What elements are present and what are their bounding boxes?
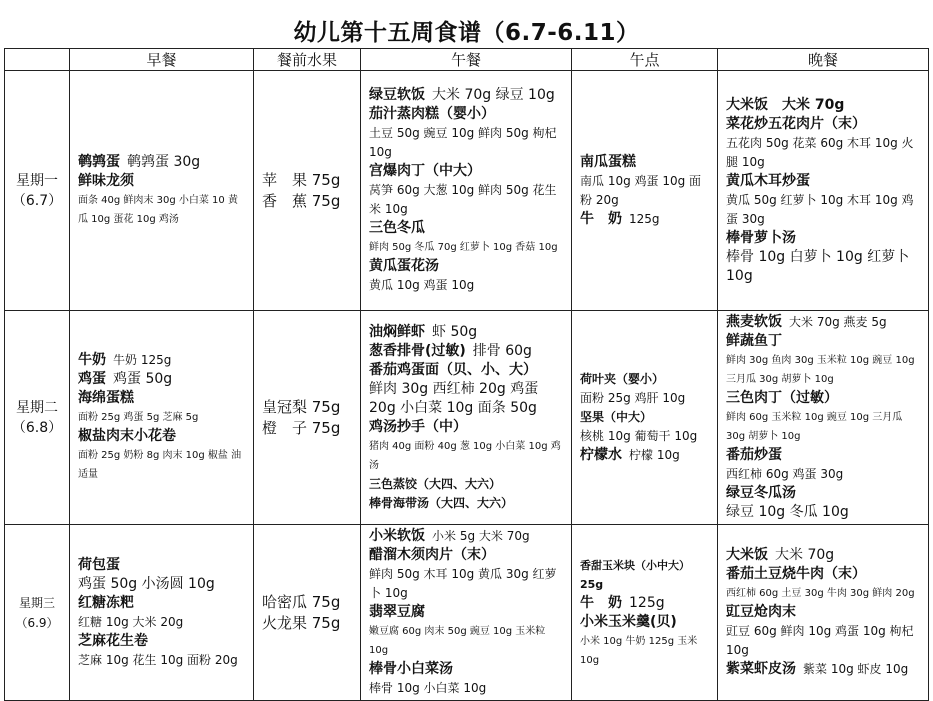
dish-name: 南瓜蛋糕 bbox=[580, 153, 636, 170]
fruit-item: 哈密瓜 75g bbox=[262, 592, 341, 611]
dish-name: 绿豆冬瓜汤 bbox=[726, 485, 796, 501]
dish-name: 棒骨小白菜汤 bbox=[369, 661, 453, 677]
header-corner bbox=[5, 49, 70, 71]
dish-name: 香甜玉米块（小中大）25g bbox=[580, 558, 690, 591]
dish-detail: 柠檬 10g bbox=[629, 448, 680, 462]
dish-name: 柠檬水 bbox=[580, 447, 622, 463]
fruit-item: 橙 子 75g bbox=[262, 418, 341, 437]
dish-detail: 猪肉 40g 面粉 40g 葱 10g 小白菜 10g 鸡汤 bbox=[369, 440, 561, 471]
dish-detail: 鲜肉 30g 鱼肉 30g 玉米粒 10g 豌豆 10g 三月瓜 30g 胡萝卜 10g bbox=[726, 355, 915, 385]
dish-detail: 嫩豆腐 60g 肉末 50g 豌豆 10g 玉米粒 10g bbox=[369, 626, 546, 656]
dinner-cell bbox=[718, 311, 929, 525]
dish-detail: 小米 5g 大米 70g bbox=[432, 529, 530, 543]
day-label: 星期一 bbox=[16, 172, 58, 189]
dish-name: 鸡蛋 bbox=[78, 371, 106, 387]
dish-name: 大米饭 大米 70g bbox=[726, 96, 845, 113]
dish-detail: 红糖 10g 大米 20g bbox=[78, 614, 184, 629]
dish-detail: 鹌鹑蛋 30g bbox=[127, 153, 201, 170]
dish-detail: 大米 70g 燕麦 5g bbox=[789, 315, 887, 329]
snack-cell bbox=[572, 71, 718, 311]
dish-detail: 大米 70g bbox=[775, 547, 835, 563]
dish-name: 黄瓜蛋花汤 bbox=[369, 258, 439, 274]
dish-name: 三色冬瓜 bbox=[369, 220, 425, 236]
dinner-cell bbox=[718, 71, 929, 311]
breakfast-cell bbox=[70, 311, 254, 525]
dish-detail: 核桃 10g 葡萄干 10g bbox=[580, 429, 698, 443]
dish-name: 宫爆肉丁（中大） bbox=[369, 163, 481, 179]
dish-name: 番茄土豆烧牛肉（末） bbox=[726, 566, 866, 582]
dish-name: 荷包蛋 bbox=[78, 556, 120, 573]
dish-name: 海绵蛋糕 bbox=[78, 390, 134, 406]
fruit-item: 苹 果 75g bbox=[262, 170, 341, 189]
fruit-cell bbox=[254, 525, 361, 701]
dish-detail: 面条 40g 鲜肉末 30g 小白菜 10 黄瓜 10g 蛋花 10g 鸡汤 bbox=[78, 194, 238, 225]
dish-name: 鸡汤抄手（中） bbox=[369, 418, 467, 435]
dish-name: 鹌鹑蛋 bbox=[78, 153, 120, 170]
dish-name: 葱香排骨(过敏) bbox=[369, 342, 466, 359]
table-row bbox=[5, 71, 929, 311]
dish-name: 番茄炒蛋 bbox=[726, 447, 782, 463]
dish-name: 紫菜虾皮汤 bbox=[726, 661, 796, 677]
dish-detail: 南瓜 10g 鸡蛋 10g 面粉 20g bbox=[580, 173, 702, 207]
dish-detail: 小米 10g 牛奶 125g 玉米 10g bbox=[580, 635, 698, 666]
dish-name: 红糖冻粑 bbox=[78, 594, 134, 611]
fruit-cell bbox=[254, 311, 361, 525]
breakfast-cell bbox=[70, 71, 254, 311]
dish-name: 菜花炒五花肉片（末） bbox=[726, 115, 866, 132]
dish-name: 大米饭 bbox=[726, 547, 768, 563]
dish-name: 小米软饭 bbox=[369, 528, 425, 544]
menu-table bbox=[4, 48, 929, 701]
dish-detail: 芝麻 10g 花生 10g 面粉 20g bbox=[78, 652, 238, 667]
table-row bbox=[5, 525, 929, 701]
dish-detail: 豇豆 60g 鲜肉 10g 鸡蛋 10g 枸杞 10g bbox=[726, 624, 914, 657]
dish-detail: 黄瓜 50g 红萝卜 10g 木耳 10g 鸡蛋 30g bbox=[726, 192, 914, 226]
dish-detail: 鲜肉 30g 西红柿 20g 鸡蛋 20g 小白菜 10g 面条 50g bbox=[369, 380, 539, 416]
dish-name: 三色蒸饺（大四、大六） bbox=[369, 476, 502, 491]
dish-detail: 大米 70g 绿豆 10g bbox=[432, 87, 555, 103]
lunch-cell bbox=[361, 311, 572, 525]
fruit-item: 皇冠梨 75g bbox=[262, 397, 341, 416]
header-lunch: 午餐 bbox=[361, 49, 572, 71]
lunch-cell bbox=[361, 71, 572, 311]
dish-name: 鲜蔬鱼丁 bbox=[726, 333, 782, 349]
dish-detail: 125g bbox=[629, 211, 660, 226]
dish-detail: 紫菜 10g 虾皮 10g bbox=[803, 662, 909, 676]
dish-name: 茄汁蒸肉糕（婴小） bbox=[369, 106, 495, 122]
dish-name: 绿豆软饭 bbox=[369, 87, 425, 103]
dish-detail: 鸡蛋 50g bbox=[113, 371, 173, 387]
dish-name: 牛奶 bbox=[78, 352, 106, 368]
table-row bbox=[5, 311, 929, 525]
lunch-cell bbox=[361, 525, 572, 701]
dish-name: 油焖鲜虾 bbox=[369, 323, 425, 340]
dish-name: 番茄鸡蛋面（贝、小、大） bbox=[369, 361, 537, 378]
day-label: 星期二 bbox=[16, 399, 58, 416]
dish-detail: 土豆 50g 豌豆 10g 鲜肉 50g 枸杞 10g bbox=[369, 126, 557, 159]
dish-detail: 黄瓜 10g 鸡蛋 10g bbox=[369, 278, 475, 292]
fruit-item: 火龙果 75g bbox=[262, 613, 341, 632]
dish-detail: 鲜肉 50g 木耳 10g 黄瓜 30g 红萝卜 10g bbox=[369, 567, 557, 600]
day-cell bbox=[5, 311, 70, 525]
dish-detail: 棒骨 10g 小白菜 10g bbox=[369, 681, 487, 695]
dish-name: 芝麻花生卷 bbox=[78, 632, 148, 649]
header-fruit: 餐前水果 bbox=[254, 49, 361, 71]
dish-detail: 鸡蛋 50g 小汤圆 10g bbox=[78, 575, 215, 592]
dish-name: 棒骨海带汤（大四、大六） bbox=[369, 495, 514, 510]
dish-detail: 面粉 25g 奶粉 8g 肉末 10g 椒盐 油 适量 bbox=[78, 450, 242, 480]
header-dinner: 晚餐 bbox=[718, 49, 929, 71]
header-breakfast: 早餐 bbox=[70, 49, 254, 71]
dish-name: 棒骨萝卜汤 bbox=[726, 229, 796, 246]
dish-detail: 绿豆 10g 冬瓜 10g bbox=[726, 504, 849, 520]
day-label: 星期三 bbox=[18, 595, 55, 610]
dish-name: 燕麦软饭 bbox=[726, 314, 782, 330]
dish-detail: 棒骨 10g 白萝卜 10g 红萝卜 10g bbox=[726, 248, 910, 284]
dish-name: 翡翠豆腐 bbox=[369, 604, 425, 620]
dish-detail: 西红柿 60g 鸡蛋 30g bbox=[726, 467, 844, 481]
snack-cell bbox=[572, 525, 718, 701]
dish-name: 鲜味龙须 bbox=[78, 172, 134, 189]
dish-name: 豇豆炝肉末 bbox=[726, 604, 796, 620]
dish-name: 荷叶夹（婴小） bbox=[580, 372, 665, 386]
dish-name: 醋溜木须肉片（末） bbox=[369, 547, 495, 563]
fruit-cell bbox=[254, 71, 361, 311]
dish-detail: 排骨 60g bbox=[472, 342, 532, 359]
fruit-item: 香 蕉 75g bbox=[262, 191, 341, 210]
dinner-cell bbox=[718, 525, 929, 701]
dish-detail: 面粉 25g 鸡蛋 5g 芝麻 5g bbox=[78, 412, 199, 423]
page-title: 幼儿第十五周食谱（6.7-6.11） bbox=[293, 20, 640, 46]
date-label: （6.8） bbox=[11, 419, 63, 436]
date-label: （6.7） bbox=[11, 192, 63, 209]
dish-detail: 鲜肉 60g 玉米粒 10g 豌豆 10g 三月瓜 30g 胡萝卜 10g bbox=[726, 412, 903, 442]
dish-detail: 五花肉 50g 花菜 60g 木耳 10g 火腿 10g bbox=[726, 135, 914, 169]
dish-detail: 西红柿 60g 土豆 30g 牛肉 30g 鲜肉 20g bbox=[726, 588, 915, 599]
dish-name: 三色肉丁（过敏） bbox=[726, 390, 838, 406]
date-label: （6.9） bbox=[15, 615, 59, 630]
dish-name: 坚果（中大） bbox=[580, 410, 653, 424]
dish-name: 黄瓜木耳炒蛋 bbox=[726, 172, 810, 189]
day-cell bbox=[5, 525, 70, 701]
dish-detail: 莴笋 60g 大葱 10g 鲜肉 50g 花生米 10g bbox=[369, 183, 557, 216]
dish-detail: 虾 50g bbox=[432, 323, 478, 340]
dish-detail: 鲜肉 50g 冬瓜 70g 红萝卜 10g 香菇 10g bbox=[369, 242, 558, 253]
dish-name: 牛 奶 bbox=[580, 210, 622, 227]
header-snack: 午点 bbox=[572, 49, 718, 71]
day-cell bbox=[5, 71, 70, 311]
dish-name: 牛 奶 bbox=[580, 594, 622, 611]
dish-detail: 牛奶 125g bbox=[113, 353, 172, 367]
dish-detail: 面粉 25g 鸡肝 10g bbox=[580, 391, 686, 405]
breakfast-cell bbox=[70, 525, 254, 701]
dish-name: 椒盐肉末小花卷 bbox=[78, 428, 176, 444]
dish-name: 小米玉米羹(贝) bbox=[580, 613, 677, 630]
header-row bbox=[5, 49, 929, 71]
snack-cell bbox=[572, 311, 718, 525]
dish-detail: 125g bbox=[629, 594, 665, 611]
